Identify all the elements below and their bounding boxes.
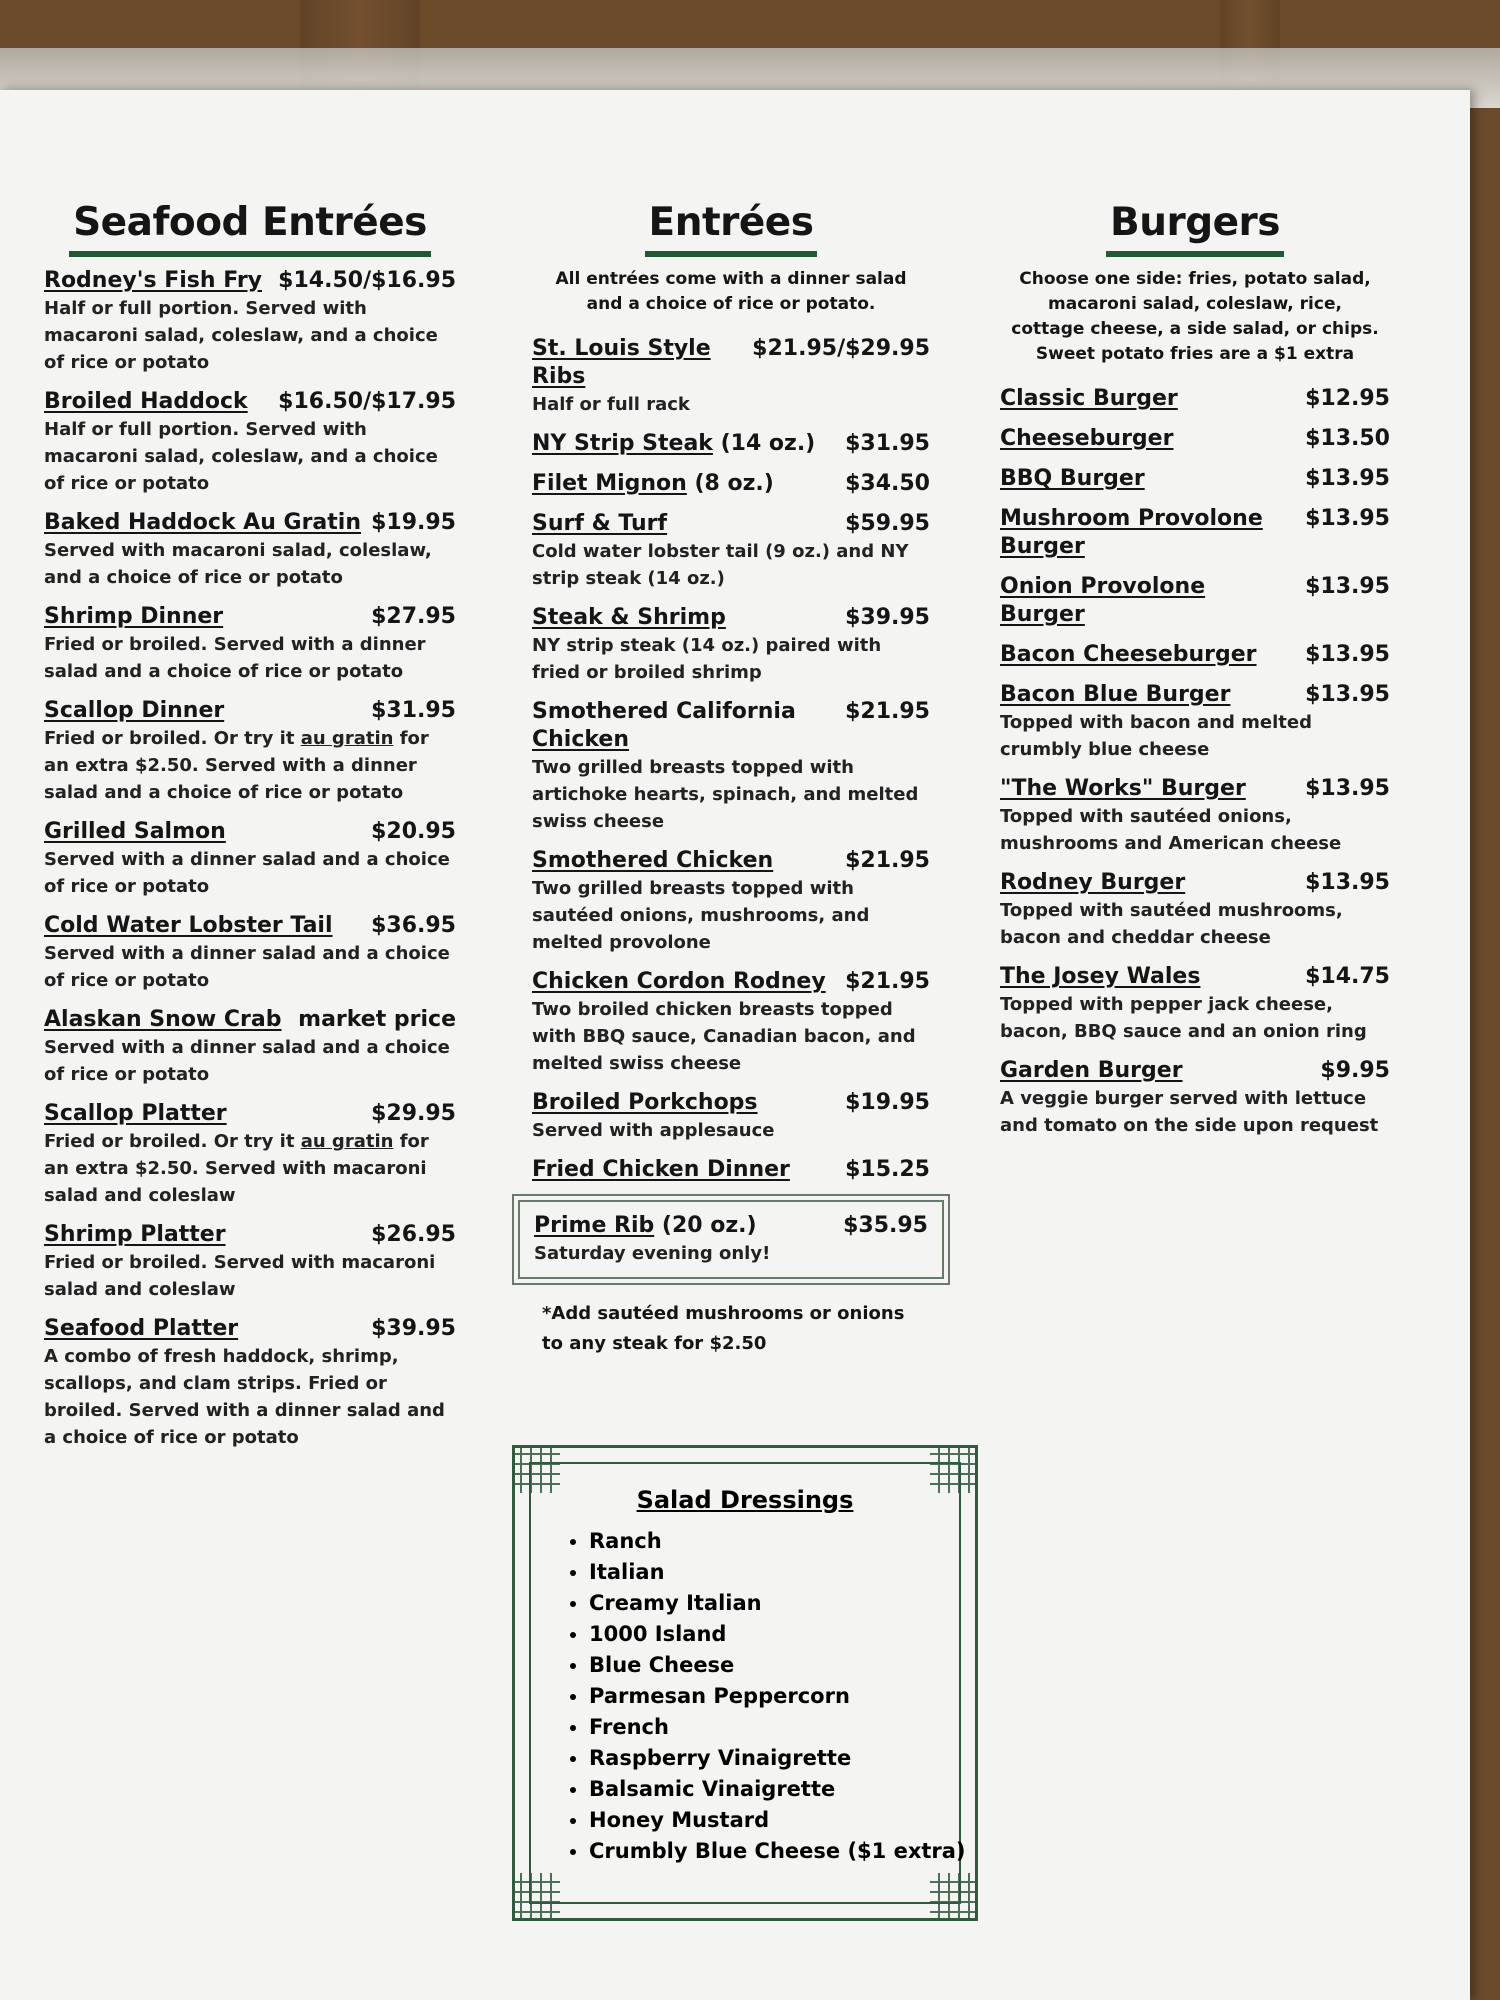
menu-item [1000,869,1390,951]
menu-item-name [44,603,223,631]
menu-item-head [532,335,930,391]
menu-item-name [44,697,224,725]
menu-item-desc: Topped with pepper jack cheese, bacon, BBQ sauce and an onion ring [1000,994,1367,1042]
menu-item-desc: Cold water lobster tail (9 oz.) and NY strip steak (14 oz.) [532,541,909,589]
menu-item-price: $31.95 [371,698,456,723]
menu-item-desc-part: Fried or broiled. Or try it [44,728,301,749]
menu-item-price: $31.95 [845,431,930,456]
menu-item-name-text: Cheeseburger [1000,426,1174,451]
menu-item-head [1000,775,1390,803]
menu-item-name-text: Onion Provolone Burger [1000,574,1206,627]
menu-item [532,698,930,835]
menu-item-head [1000,963,1390,991]
menu-item-name-text: Rodney's Fish Fry [44,268,263,293]
dressing-item: • Crumbly Blue Cheese ($1 extra) [589,1836,966,1867]
dressing-item: • Creamy Italian [589,1588,966,1619]
menu-item-head [532,470,930,498]
menu-item [1000,385,1390,413]
menu-item [1000,573,1390,629]
menu-item-price: $13.95 [1305,506,1390,531]
menu-item [44,912,456,994]
menu-item [1000,775,1390,857]
menu-item-price: $29.95 [371,1101,456,1126]
menu-item-head [1000,385,1390,413]
menu-item-name [532,1089,758,1117]
steak-addon-note: *Add sautéed mushrooms or onions to any steak for $2.50 [542,1303,905,1354]
entrees-list [532,335,930,1184]
menu-item-head [1000,505,1390,561]
menu-item-name-text: Garden Burger [1000,1058,1183,1083]
menu-item-head [532,847,930,875]
menu-item [1000,681,1390,763]
menu-item-price: $9.95 [1320,1058,1390,1083]
menu-item-name [1000,775,1246,803]
menu-item-desc: Served with a dinner salad and a choice of rice or potato [44,849,450,897]
menu-item-desc: Fried or broiled. Served with macaroni salad and coleslaw [44,1252,436,1300]
menu-item-desc-part: Fried or broiled. Or try it [44,1131,301,1152]
menu-item-name [44,818,226,846]
menu-item-name [1000,681,1230,709]
menu-item-size: (14 oz.) [712,431,816,456]
menu-item-price: $27.95 [371,604,456,629]
menu-item-head [532,430,930,458]
menu-item-name [44,1221,226,1249]
menu-item-name-text: Bacon Blue Burger [1000,682,1231,707]
menu-item-name-text: Chicken Cordon Rodney [532,969,826,994]
menu-item-price: $13.95 [1305,574,1390,599]
burgers-column [1000,200,1390,1151]
menu-item-price: market price [298,1007,456,1032]
menu-item-name-text: Steak & Shrimp [532,605,726,630]
menu-item-name-text: BBQ Burger [1000,466,1145,491]
menu-item-name [532,335,742,391]
menu-item-desc: Topped with bacon and melted crumbly blue cheese [1000,712,1312,760]
menu-item-head [532,604,930,632]
menu-item-head [532,1089,930,1117]
lattice-corner-ornament [930,1873,978,1921]
menu-item-head [44,267,456,295]
menu-item-head [44,1100,456,1128]
menu-item-name [44,388,248,416]
menu-item-name [532,604,726,632]
menu-item-price: $19.95 [371,510,456,535]
menu-item [44,267,456,376]
menu-item-name-plain: Smothered California [532,699,796,724]
menu-item-name [44,1315,238,1343]
menu-item-name-text: St. Louis Style Ribs [532,336,711,389]
menu-item-head [1000,465,1390,493]
menu-item-name-text: Scallop Dinner [44,698,225,723]
dressing-item: • Parmesan Peppercorn [589,1681,966,1712]
menu-item-head [44,509,456,537]
menu-item-name-text: Seafood Platter [44,1316,239,1341]
menu-item [532,968,930,1077]
menu-item-head [44,603,456,631]
menu-item-price: $39.95 [845,605,930,630]
dressing-item: • Ranch [589,1526,966,1557]
menu-item-desc [44,725,456,806]
menu-item-name-text: Classic Burger [1000,386,1178,411]
menu-item [1000,641,1390,669]
menu-item-name [44,509,361,537]
menu-item [44,603,456,685]
menu-item-head [532,968,930,996]
menu-item-name [532,510,667,538]
menu-item [532,604,930,686]
menu-item-price: $13.95 [1305,642,1390,667]
menu-item-price: $14.75 [1305,964,1390,989]
menu-item [1000,505,1390,561]
menu-item-head [532,698,930,754]
menu-item-name-text: Fried Chicken Dinner [532,1157,790,1182]
menu-item-name [532,1156,790,1184]
menu-item-name [44,1100,227,1128]
menu-item-name-text: Mushroom Provolone Burger [1000,506,1263,559]
menu-item-head [1000,1057,1390,1085]
dressing-item: • Italian [589,1557,966,1588]
menu-item-name-text: "The Works" Burger [1000,776,1246,801]
menu-item [44,1221,456,1303]
menu-item-head [44,818,456,846]
menu-item-head [1000,641,1390,669]
menu-item-price: $21.95 [845,848,930,873]
menu-item-price: $20.95 [371,819,456,844]
menu-item-name-text: Smothered Chicken [532,848,774,873]
menu-item [532,470,930,498]
menu-item-name [532,847,773,875]
menu-item-desc: Topped with sautéed mushrooms, bacon and cheddar cheese [1000,900,1343,948]
menu-item [44,1315,456,1451]
menu-item-name-text: The Josey Wales [1000,964,1201,989]
menu-item-price: $13.95 [1305,870,1390,895]
menu-item [1000,963,1390,1045]
menu-item [532,1156,930,1184]
menu-item-desc: Served with a dinner salad and a choice of rice or potato [44,1037,450,1085]
menu-item-desc: Two grilled breasts topped with artichoke hearts, spinach, and melted swiss cheese [532,757,919,832]
menu-item-desc: Fried or broiled. Served with a dinner salad and a choice of rice or potato [44,634,426,682]
menu-item-head [532,510,930,538]
dressing-item: • French [589,1712,966,1743]
menu-item-price: $21.95 [845,969,930,994]
menu-item-name [532,968,826,996]
menu-item-name-text: Alaskan Snow Crab [44,1007,282,1032]
menu-item-name [1000,425,1173,453]
menu-item [532,430,930,458]
menu-item-name-text: Rodney Burger [1000,870,1186,895]
menu-item-desc: Two broiled chicken breasts topped with BBQ sauce, Canadian bacon, and melted swiss cheese [532,999,916,1074]
menu-item-name-text: NY Strip Steak [532,431,713,456]
menu-item-desc: Served with a dinner salad and a choice of rice or potato [44,943,450,991]
menu-item-name-text: Scallop Platter [44,1101,227,1126]
menu-item [1000,425,1390,453]
menu-item-desc: Two grilled breasts topped with sautéed onions, mushrooms, and melted provolone [532,878,870,953]
menu-item-price: $36.95 [371,913,456,938]
menu-item-name [1000,1057,1183,1085]
menu-item-price: $13.95 [1305,466,1390,491]
menu-item-head [44,697,456,725]
menu-item-name [1000,869,1185,897]
dressing-item: • Balsamic Vinaigrette [589,1774,966,1805]
menu-item-price: $39.95 [371,1316,456,1341]
menu-item-price: $35.95 [843,1213,928,1238]
menu-item-price: $16.50/$17.95 [278,389,456,414]
menu-item-name-text: Cold Water Lobster Tail [44,913,333,938]
menu-item-name-text: Shrimp Dinner [44,604,224,629]
menu-item-name-text: Chicken [532,727,630,752]
menu-item-name [1000,385,1178,413]
salad-dressings-title: Salad Dressings [636,1486,854,1514]
menu-item-desc: Saturday evening only! [534,1243,771,1264]
menu-item-price: $15.25 [845,1157,930,1182]
prime-rib-box [518,1200,944,1279]
menu-item-head [44,1221,456,1249]
menu-item-head [1000,425,1390,453]
menu-item [1000,465,1390,493]
menu-item-desc: Served with applesauce [532,1120,775,1141]
menu-item-desc-emph: au gratin [300,728,394,749]
menu-item-name [532,698,835,754]
menu-item-desc [44,1128,456,1209]
menu-item-name: Prime Rib (20 oz.) [534,1213,757,1238]
menu-item-price: $59.95 [845,511,930,536]
menu-item-head [44,1006,456,1034]
menu-item-name-text: Grilled Salmon [44,819,226,844]
entrees-note: All entrées come with a dinner salad and a choice of rice or potato. [555,269,907,314]
seafood-column [44,200,456,1463]
menu-item-name [44,1006,282,1034]
menu-item [44,1100,456,1209]
menu-item-desc: Half or full rack [532,394,690,415]
menu-item [1000,1057,1390,1139]
dressing-item: • Honey Mustard [589,1805,966,1836]
menu-item-desc: Half or full portion. Served with macaroni salad, coleslaw, and a choice of rice or potato [44,419,438,494]
menu-item-price: $12.95 [1305,386,1390,411]
menu-item-size: (8 oz.) [686,471,774,496]
menu-item-desc: A combo of fresh haddock, shrimp, scallops, and clam strips. Fried or broiled. Served with a dinner salad and a choice of rice or potato [44,1346,445,1448]
menu-item [532,335,930,418]
menu-item-desc: Topped with sautéed onions, mushrooms and American cheese [1000,806,1342,854]
menu-item-price: $34.50 [845,471,930,496]
menu-item-name [44,267,262,295]
dressing-item: • Blue Cheese [589,1650,966,1681]
menu-item [44,818,456,900]
menu-item [44,1006,456,1088]
menu-item-head [1000,681,1390,709]
menu-item-name-text: Broiled Haddock [44,389,248,414]
menu-item-name [1000,465,1145,493]
menu-item-price: $13.50 [1305,426,1390,451]
menu-item-name [532,470,774,498]
seafood-list [44,267,456,1451]
menu-item-desc: Half or full portion. Served with macaroni salad, coleslaw, and a choice of rice or potato [44,298,438,373]
menu-item-name-text: Baked Haddock Au Gratin [44,510,362,535]
dressing-item: • Raspberry Vinaigrette [589,1743,966,1774]
menu-item-price: $21.95 [845,699,930,724]
menu-item-head [1000,573,1390,629]
menu-item-name [1000,963,1200,991]
menu-item-name-text: Shrimp Platter [44,1222,226,1247]
menu-item-head [532,1156,930,1184]
menu-item [44,388,456,497]
menu-item [532,1089,930,1144]
menu-item [44,509,456,591]
menu-item-name-text: Filet Mignon [532,471,687,496]
menu-item-desc: Served with macaroni salad, coleslaw, and a choice of rice or potato [44,540,432,588]
menu-item-name-text: Surf & Turf [532,511,668,536]
menu-item [532,510,930,592]
lattice-corner-ornament [512,1873,560,1921]
menu-item-name [1000,573,1295,629]
menu-item-price: $13.95 [1305,682,1390,707]
burgers-note: Choose one side: fries, potato salad, macaroni salad, coleslaw, rice, cottage cheese, a side salad, or chips. Sweet potato fries are a $1 extra [1011,269,1379,364]
burgers-list [1000,385,1390,1139]
menu-item-head [44,1315,456,1343]
menu-item-name [44,912,333,940]
menu-item-name [532,430,815,458]
menu-item-desc-part: for an extra $2.50. Served with a dinner salad and a choice of rice or potato [44,728,429,803]
menu-item-desc: A veggie burger served with lettuce and tomato on the side upon request [1000,1088,1379,1136]
menu-item-price: $14.50/$16.95 [278,268,456,293]
dressing-item: • 1000 Island [589,1619,966,1650]
section-title-seafood: Seafood Entrées [44,200,456,257]
salad-dressings-list [563,1526,966,1867]
salad-dressings-box [512,1445,978,1921]
menu-item-name-text: Bacon Cheeseburger [1000,642,1257,667]
menu-item-desc: NY strip steak (14 oz.) paired with fried or broiled shrimp [532,635,882,683]
menu-item-price: $13.95 [1305,776,1390,801]
section-title-burgers: Burgers [1000,200,1390,257]
entrees-column [532,200,930,1359]
menu-item-head [44,388,456,416]
menu-item-price: $21.95/$29.95 [752,336,930,361]
menu-item-desc-emph: au gratin [300,1131,394,1152]
menu-item [44,697,456,806]
menu-item [532,847,930,956]
menu-item-name-text: Broiled Porkchops [532,1090,758,1115]
section-title-entrees: Entrées [532,200,930,257]
menu-item-name [1000,505,1295,561]
menu-item-name [1000,641,1257,669]
menu-item-head [44,912,456,940]
menu-item-price: $19.95 [845,1090,930,1115]
menu-item-desc-part: for an extra $2.50. Served with macaroni salad and coleslaw [44,1131,429,1206]
menu-item-head [1000,869,1390,897]
menu-item-price: $26.95 [371,1222,456,1247]
